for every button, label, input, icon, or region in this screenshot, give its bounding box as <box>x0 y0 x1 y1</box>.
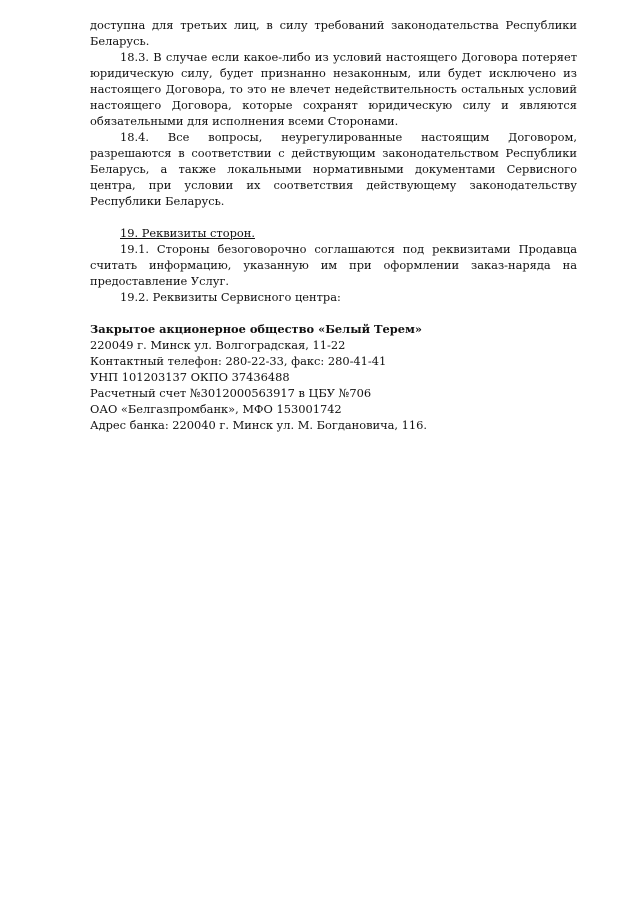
company-account: Расчетный счет №3012000563917 в ЦБУ №706 <box>90 386 372 400</box>
company-phone: Контактный телефон: 280-22-33, факс: 280-41-41 <box>90 354 387 368</box>
company-name: Закрытое акционерное общество «Белый Терем» <box>90 322 422 336</box>
paragraph-19-1: 19.1. Стороны безоговорочно соглашаются под реквизитами Продавца считать информацию, указанную им при оформлении заказ-наряда на предоставление Услуг. <box>90 242 577 288</box>
paragraph-19-2: 19.2. Реквизиты Сервисного центра: <box>120 290 341 304</box>
company-bank: ОАО «Белгазпромбанк», МФО 153001742 <box>90 402 342 416</box>
spacer <box>90 209 577 225</box>
paragraph-18-4: 18.4. Все вопросы, неурегулированные настоящим Договором, разрешаются в соответствии с действующим законодательством Республики Беларусь, а также локальными нормативными документами Сервисного центра, при условии их соответствия действующему законодательству Республики Беларусь. <box>90 130 577 208</box>
paragraph-continuation: доступна для третьих лиц, в силу требований законодательства Республики Беларусь. <box>90 18 577 48</box>
bank-address: Адрес банка: 220040 г. Минск ул. М. Богдановича, 116. <box>90 418 428 432</box>
paragraph-18-3: 18.3. В случае если какое-либо из условий настоящего Договора потеряет юридическую силу, будет признанно незаконным, или будет исключено из настоящего Договора, то это не влечет недействительность остальных условий настоящего Договора, которые сохранят юридическую силу и являются обязательными для исполнения всеми Сторонами. <box>90 50 577 128</box>
spacer <box>90 305 577 321</box>
company-address: 220049 г. Минск ул. Волгоградская, 11-22 <box>90 338 346 352</box>
company-unp: УНП 101203137 ОКПО 37436488 <box>90 370 290 384</box>
section-19-heading-text: 19. Реквизиты сторон. <box>120 226 255 240</box>
document-body <box>90 17 577 433</box>
section-19-heading <box>90 225 577 241</box>
